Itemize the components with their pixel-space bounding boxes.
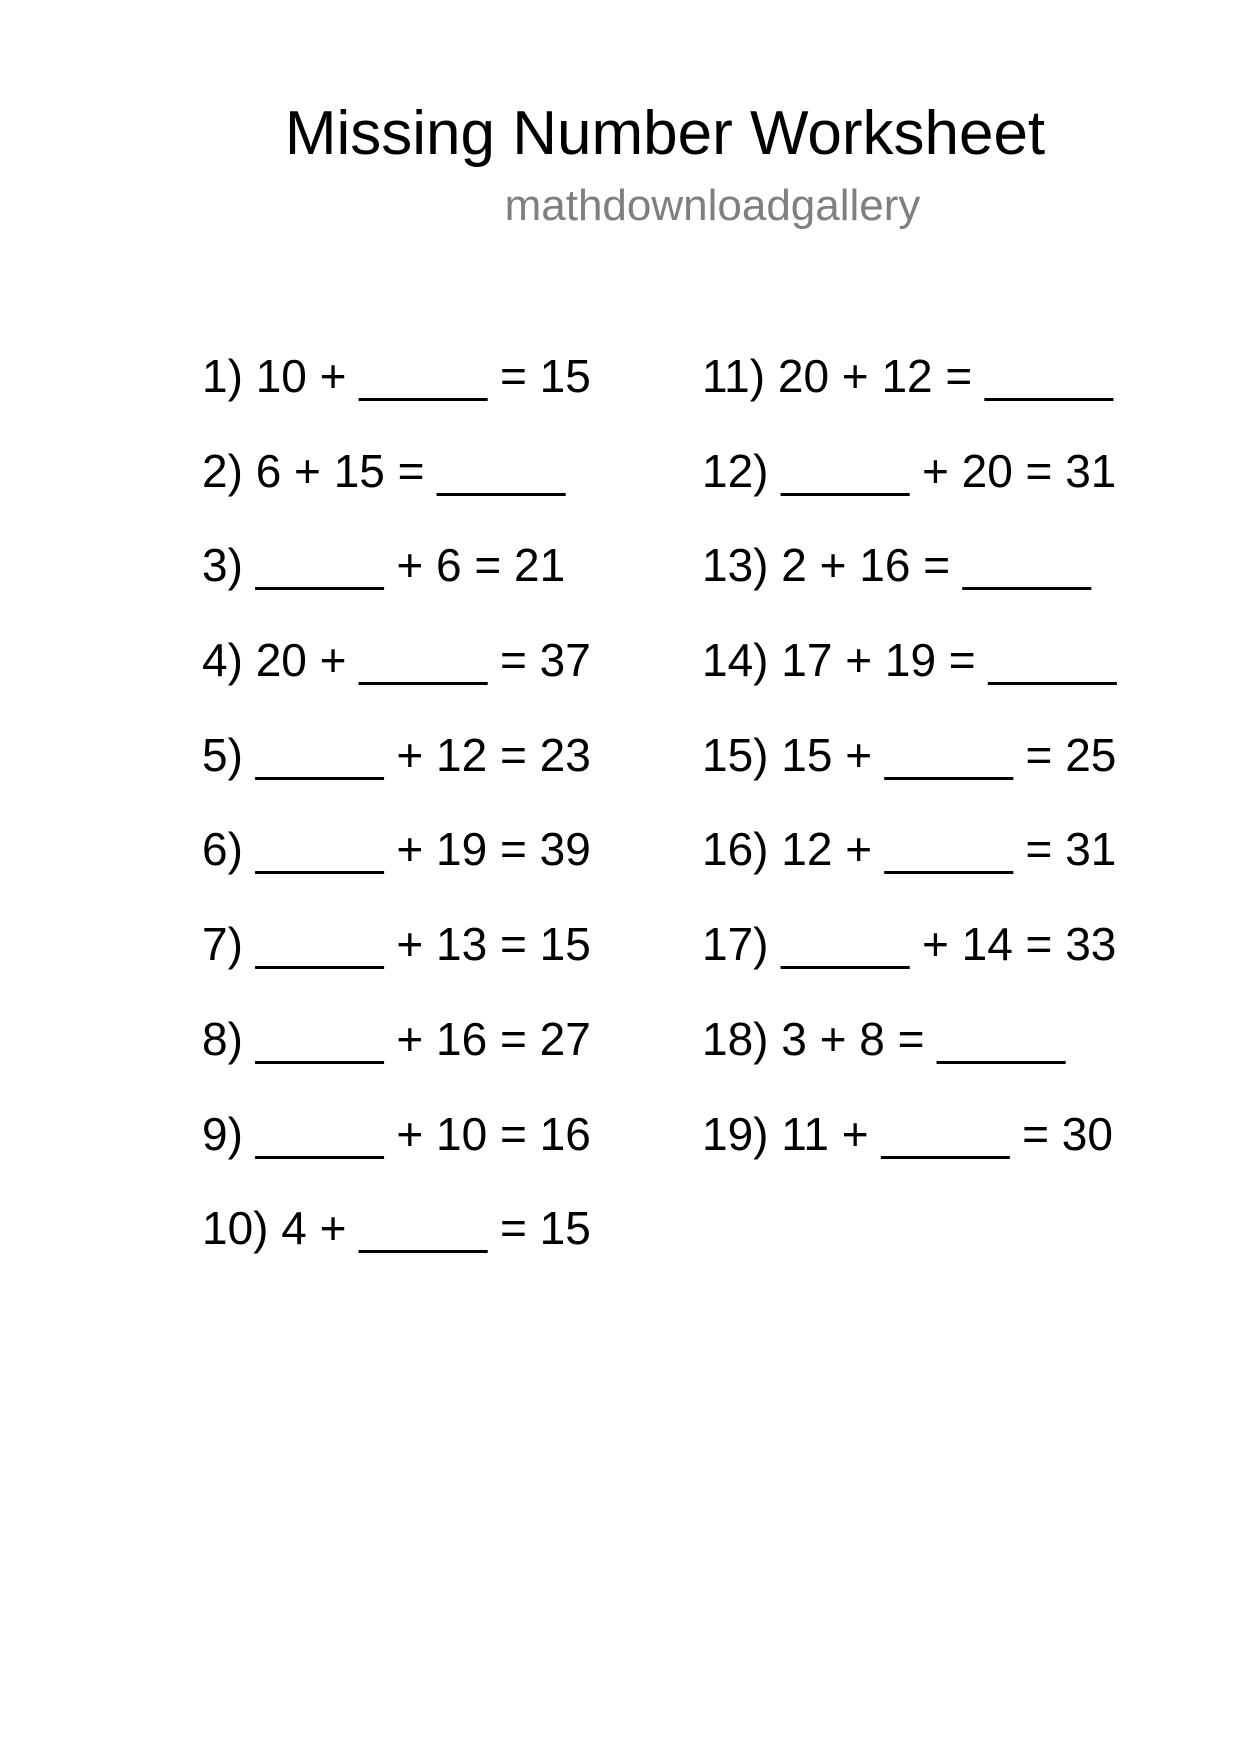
problem-number: 18) <box>702 1012 769 1065</box>
problem-item-10 <box>202 1200 591 1295</box>
problem-equation: _____ + 16 = 27 <box>255 1012 591 1065</box>
problem-item-19 <box>702 1106 1116 1201</box>
problem-equation: 17 + 19 = _____ <box>781 634 1117 687</box>
problem-number: 5) <box>202 728 243 781</box>
problem-equation: 10 + _____ = 15 <box>255 350 591 402</box>
problem-equation: 20 + 12 = _____ <box>777 350 1113 402</box>
problem-number: 10) <box>202 1202 269 1255</box>
problem-item-13 <box>702 537 1116 632</box>
worksheet-title: Missing Number Worksheet <box>284 99 1046 168</box>
problem-column-left <box>202 348 591 1295</box>
problem-equation: 11 + _____ = 30 <box>781 1107 1113 1160</box>
problem-number: 6) <box>202 823 243 876</box>
problem-equation: _____ + 19 = 39 <box>255 823 591 876</box>
problem-item-5 <box>202 727 591 822</box>
problem-item-17 <box>702 916 1116 1011</box>
problem-number: 8) <box>202 1012 243 1065</box>
problem-number: 1) <box>202 350 243 402</box>
problem-equation: _____ + 12 = 23 <box>255 728 591 781</box>
problem-equation: 12 + _____ = 31 <box>781 823 1117 876</box>
problem-number: 7) <box>202 918 243 971</box>
problem-equation: 3 + 8 = _____ <box>781 1012 1066 1065</box>
problem-number: 2) <box>202 444 243 497</box>
problem-number: 17) <box>702 918 769 971</box>
problem-equation: _____ + 10 = 16 <box>255 1107 591 1160</box>
problem-item-8 <box>202 1011 591 1106</box>
problem-equation: _____ + 13 = 15 <box>255 918 591 971</box>
problem-equation: 15 + _____ = 25 <box>781 728 1117 781</box>
problem-number: 13) <box>702 539 769 592</box>
problem-item-12 <box>702 443 1116 538</box>
problem-item-9 <box>202 1106 591 1201</box>
problem-item-11 <box>702 348 1116 443</box>
problem-item-18 <box>702 1011 1116 1106</box>
problem-number: 19) <box>702 1107 769 1160</box>
problem-item-7 <box>202 916 591 1011</box>
problem-item-14 <box>702 632 1116 727</box>
problem-number: 4) <box>202 634 243 687</box>
problem-item-16 <box>702 821 1116 916</box>
problem-number: 15) <box>702 728 769 781</box>
problem-item-6 <box>202 821 591 916</box>
problem-equation: 4 + _____ = 15 <box>281 1202 591 1255</box>
worksheet-source: mathdownloadgallery <box>504 181 921 230</box>
problem-equation: 2 + 16 = _____ <box>781 539 1091 592</box>
problem-equation: _____ + 14 = 33 <box>781 918 1117 971</box>
problem-item-4 <box>202 632 591 727</box>
problem-item-2 <box>202 443 591 538</box>
problem-equation: _____ + 6 = 21 <box>255 539 566 592</box>
problem-item-15 <box>702 727 1116 822</box>
problem-item-1 <box>202 348 591 443</box>
problem-equation: 20 + _____ = 37 <box>255 634 591 687</box>
problem-number: 16) <box>702 823 769 876</box>
problem-number: 14) <box>702 634 769 687</box>
problem-column-right <box>702 348 1116 1200</box>
problem-number: 12) <box>702 444 769 497</box>
problem-item-3 <box>202 537 591 632</box>
problem-equation: _____ + 20 = 31 <box>781 444 1117 497</box>
problem-number: 3) <box>202 539 243 592</box>
problem-number: 9) <box>202 1107 243 1160</box>
problem-equation: 6 + 15 = _____ <box>255 444 566 497</box>
problem-number: 11) <box>702 350 766 402</box>
